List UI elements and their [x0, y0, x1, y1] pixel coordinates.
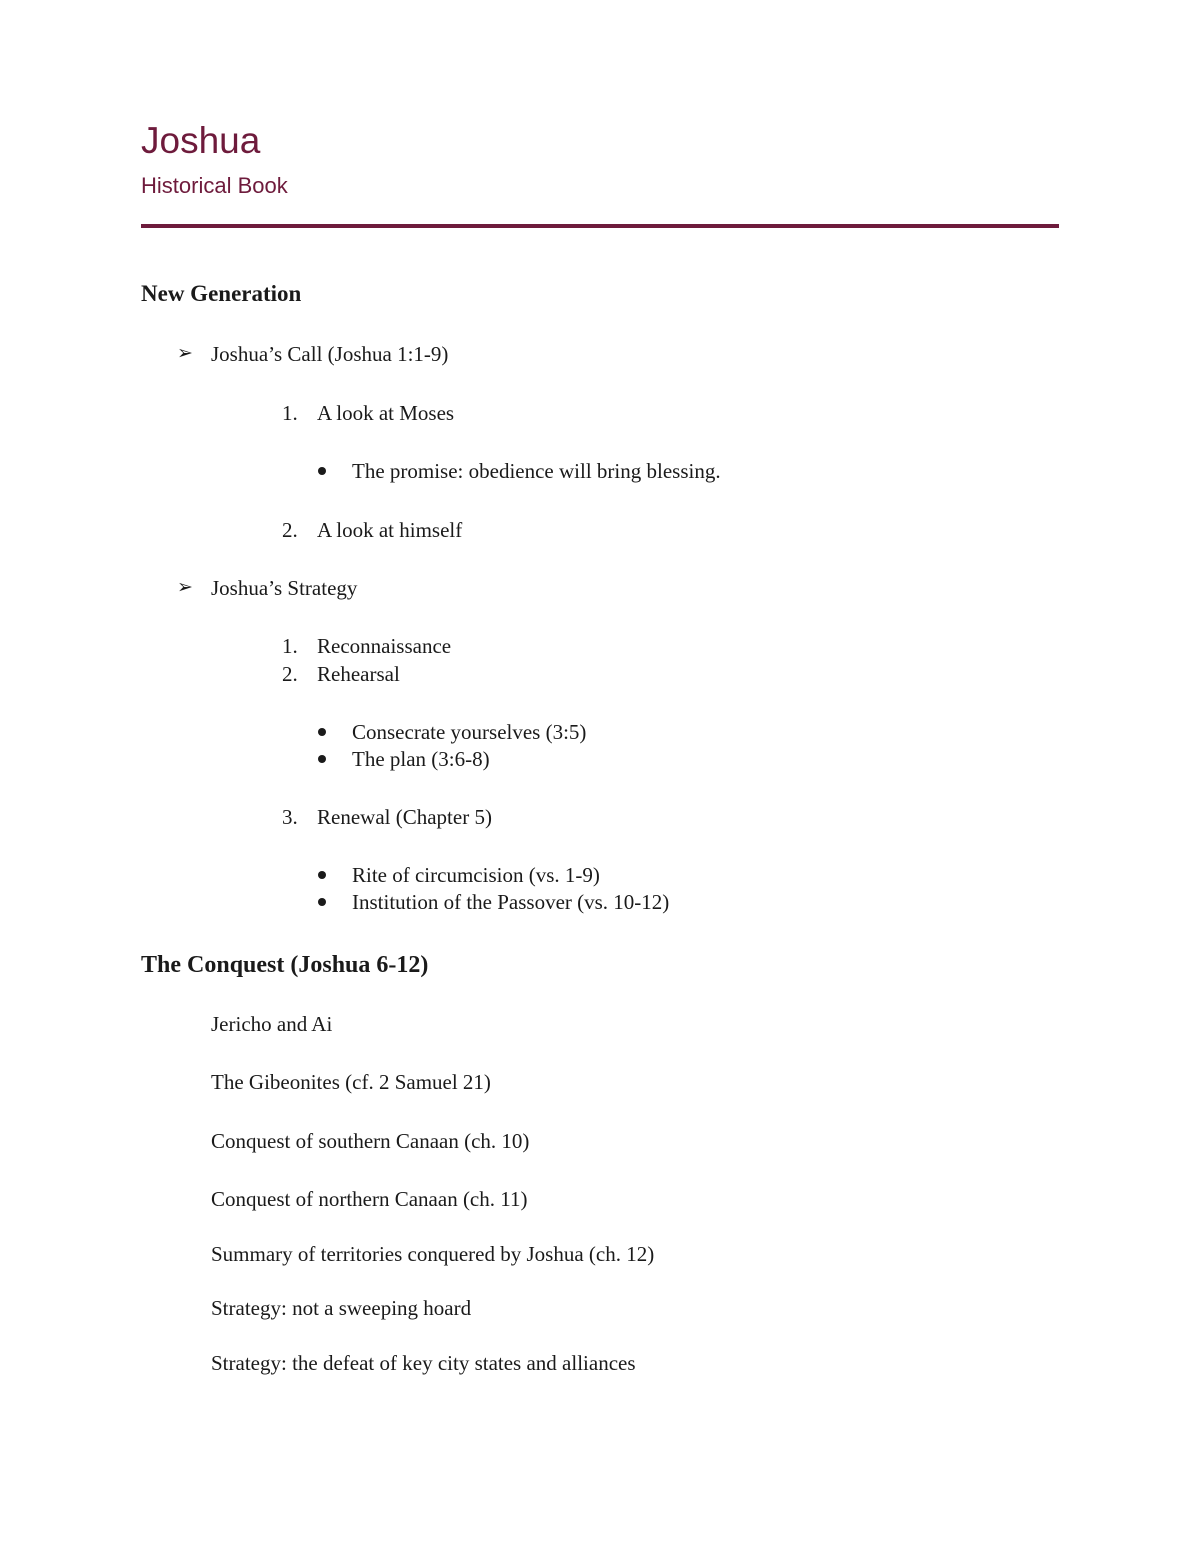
bullet-dot-icon [318, 728, 326, 736]
bullet-dot-icon [318, 871, 326, 879]
list-item-joshuas-call: Joshua’s Call (Joshua 1:1-9) [211, 342, 449, 366]
arrow-bullet-icon: ➢ [177, 343, 193, 364]
bullet-dot-icon [318, 755, 326, 763]
list-item: A look at himself [317, 518, 463, 542]
list-item: The Gibeonites (cf. 2 Samuel 21) [211, 1070, 491, 1094]
list-item: Conquest of northern Canaan (ch. 11) [211, 1187, 528, 1211]
list-item: Conquest of southern Canaan (ch. 10) [211, 1129, 530, 1153]
arrow-bullet-icon: ➢ [177, 577, 193, 598]
title-divider [141, 224, 1059, 228]
list-item: Strategy: the defeat of key city states and alliances [211, 1351, 636, 1375]
list-item: A look at Moses [317, 401, 455, 425]
list-item: Renewal (Chapter 5) [317, 805, 492, 829]
bullet-dot-icon [318, 467, 326, 475]
document-subtitle: Historical Book [141, 173, 288, 198]
list-number: 2. [282, 662, 298, 686]
list-number: 3. [282, 805, 298, 829]
list-item: Consecrate yourselves (3:5) [352, 720, 587, 744]
list-number: 2. [282, 518, 298, 542]
list-item: Rehearsal [317, 662, 400, 686]
list-item: The plan (3:6-8) [352, 747, 490, 771]
section-heading-new-generation: New Generation [141, 281, 302, 306]
list-item: The promise: obedience will bring blessing. [352, 459, 721, 483]
list-item: Reconnaissance [317, 634, 452, 658]
list-item: Strategy: not a sweeping hoard [211, 1296, 472, 1320]
list-number: 1. [282, 634, 298, 658]
section-heading-the-conquest: The Conquest (Joshua 6-12) [141, 952, 429, 978]
list-item-joshuas-strategy: Joshua’s Strategy [211, 576, 358, 600]
list-item: Summary of territories conquered by Joshua (ch. 12) [211, 1242, 655, 1266]
list-number: 1. [282, 401, 298, 425]
list-item: Jericho and Ai [211, 1012, 333, 1036]
list-item: Rite of circumcision (vs. 1-9) [352, 863, 600, 887]
document-title: Joshua [141, 120, 261, 161]
bullet-dot-icon [318, 898, 326, 906]
list-item: Institution of the Passover (vs. 10-12) [352, 890, 670, 914]
